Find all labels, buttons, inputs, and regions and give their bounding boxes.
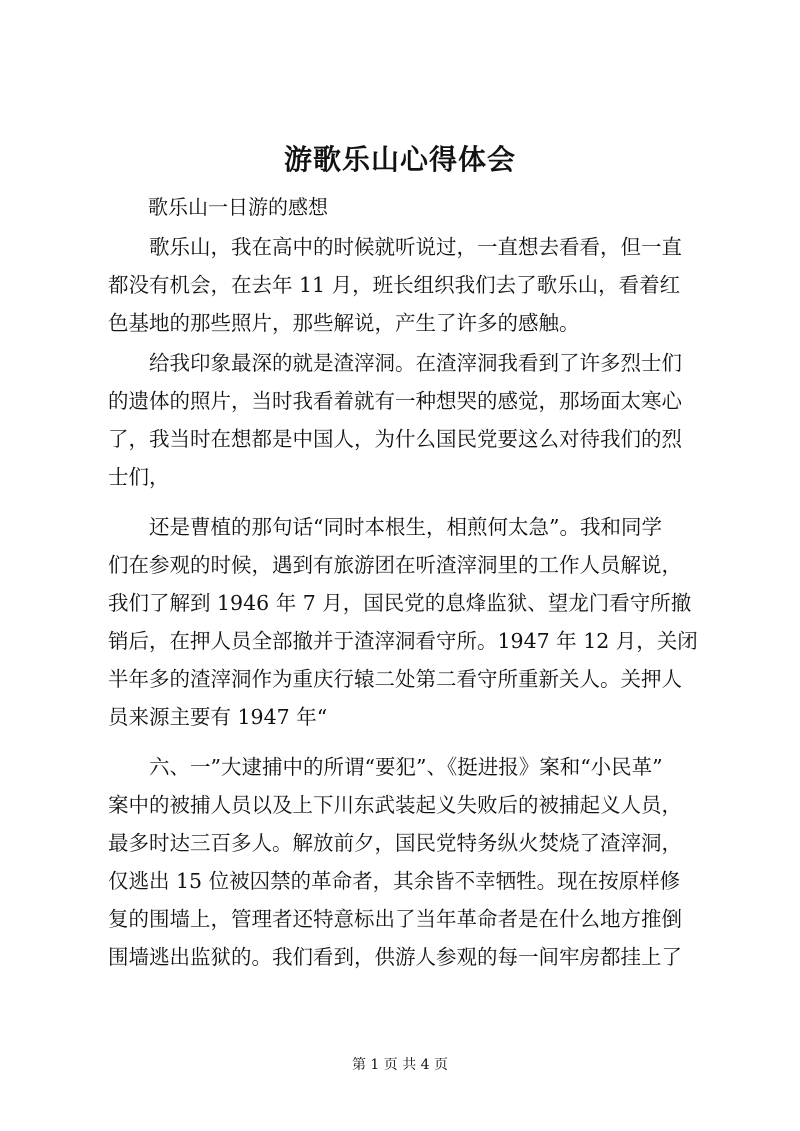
body-line: 都没有机会，在去年 11 月，班长组织我们去了歌乐山，看着红 bbox=[108, 273, 681, 297]
body-line: 复的围墙上，管理者还特意标出了当年革命者是在什么地方推倒 bbox=[108, 907, 682, 931]
body-line: 士们， bbox=[108, 465, 170, 489]
body-line: 半年多的渣滓洞作为重庆行辕二处第二看守所重新关人。关押人 bbox=[108, 667, 682, 691]
body-line: 色基地的那些照片，那些解说，产生了许多的感触。 bbox=[108, 311, 580, 335]
page-number: 第 1 页 共 4 页 bbox=[351, 1057, 449, 1073]
body-line: 围墙逃出监狱的。我们看到，供游人参观的每一间牢房都挂上了 bbox=[108, 945, 682, 969]
body-line: 仅逃出 15 位被囚禁的革命者，其余皆不幸牺牲。现在按原样修 bbox=[108, 869, 681, 893]
body-line: 还是曹植的那句话“同时本根生，相煎何太急”。我和同学 bbox=[108, 515, 662, 539]
body-line: 销后，在押人员全部撤并于渣滓洞看守所。1947 年 12 月，关闭 bbox=[108, 629, 698, 653]
body-line: 给我印象最深的就是渣滓洞。在渣滓洞我看到了许多烈士们 bbox=[108, 351, 682, 375]
body-line: 歌乐山，我在高中的时候就听说过，一直想去看看，但一直 bbox=[108, 235, 682, 259]
document-subtitle: 歌乐山一日游的感想 bbox=[148, 195, 328, 219]
document-title: 游歌乐山心得体会 bbox=[283, 143, 516, 176]
body-line: 了，我当时在想都是中国人，为什么国民党要这么对待我们的烈 bbox=[108, 427, 682, 451]
body-line: 们在参观的时候，遇到有旅游团在听渣滓洞里的工作人员解说， bbox=[108, 553, 682, 577]
body-line: 六、一”大逮捕中的所谓“要犯”、《挺进报》案和“小民革” bbox=[108, 755, 663, 779]
body-line: 最多时达三百多人。解放前夕，国民党特务纵火焚烧了渣滓洞， bbox=[108, 831, 682, 855]
body-line: 的遗体的照片，当时我看着就有一种想哭的感觉，那场面太寒心 bbox=[108, 389, 682, 413]
body-line: 我们了解到 1946 年 7 月，国民党的息烽监狱、望龙门看守所撤 bbox=[108, 591, 692, 615]
body-line: 案中的被捕人员以及上下川东武装起义失败后的被捕起义人员， bbox=[108, 793, 682, 817]
body-line: 员来源主要有 1947 年“ bbox=[108, 705, 328, 729]
